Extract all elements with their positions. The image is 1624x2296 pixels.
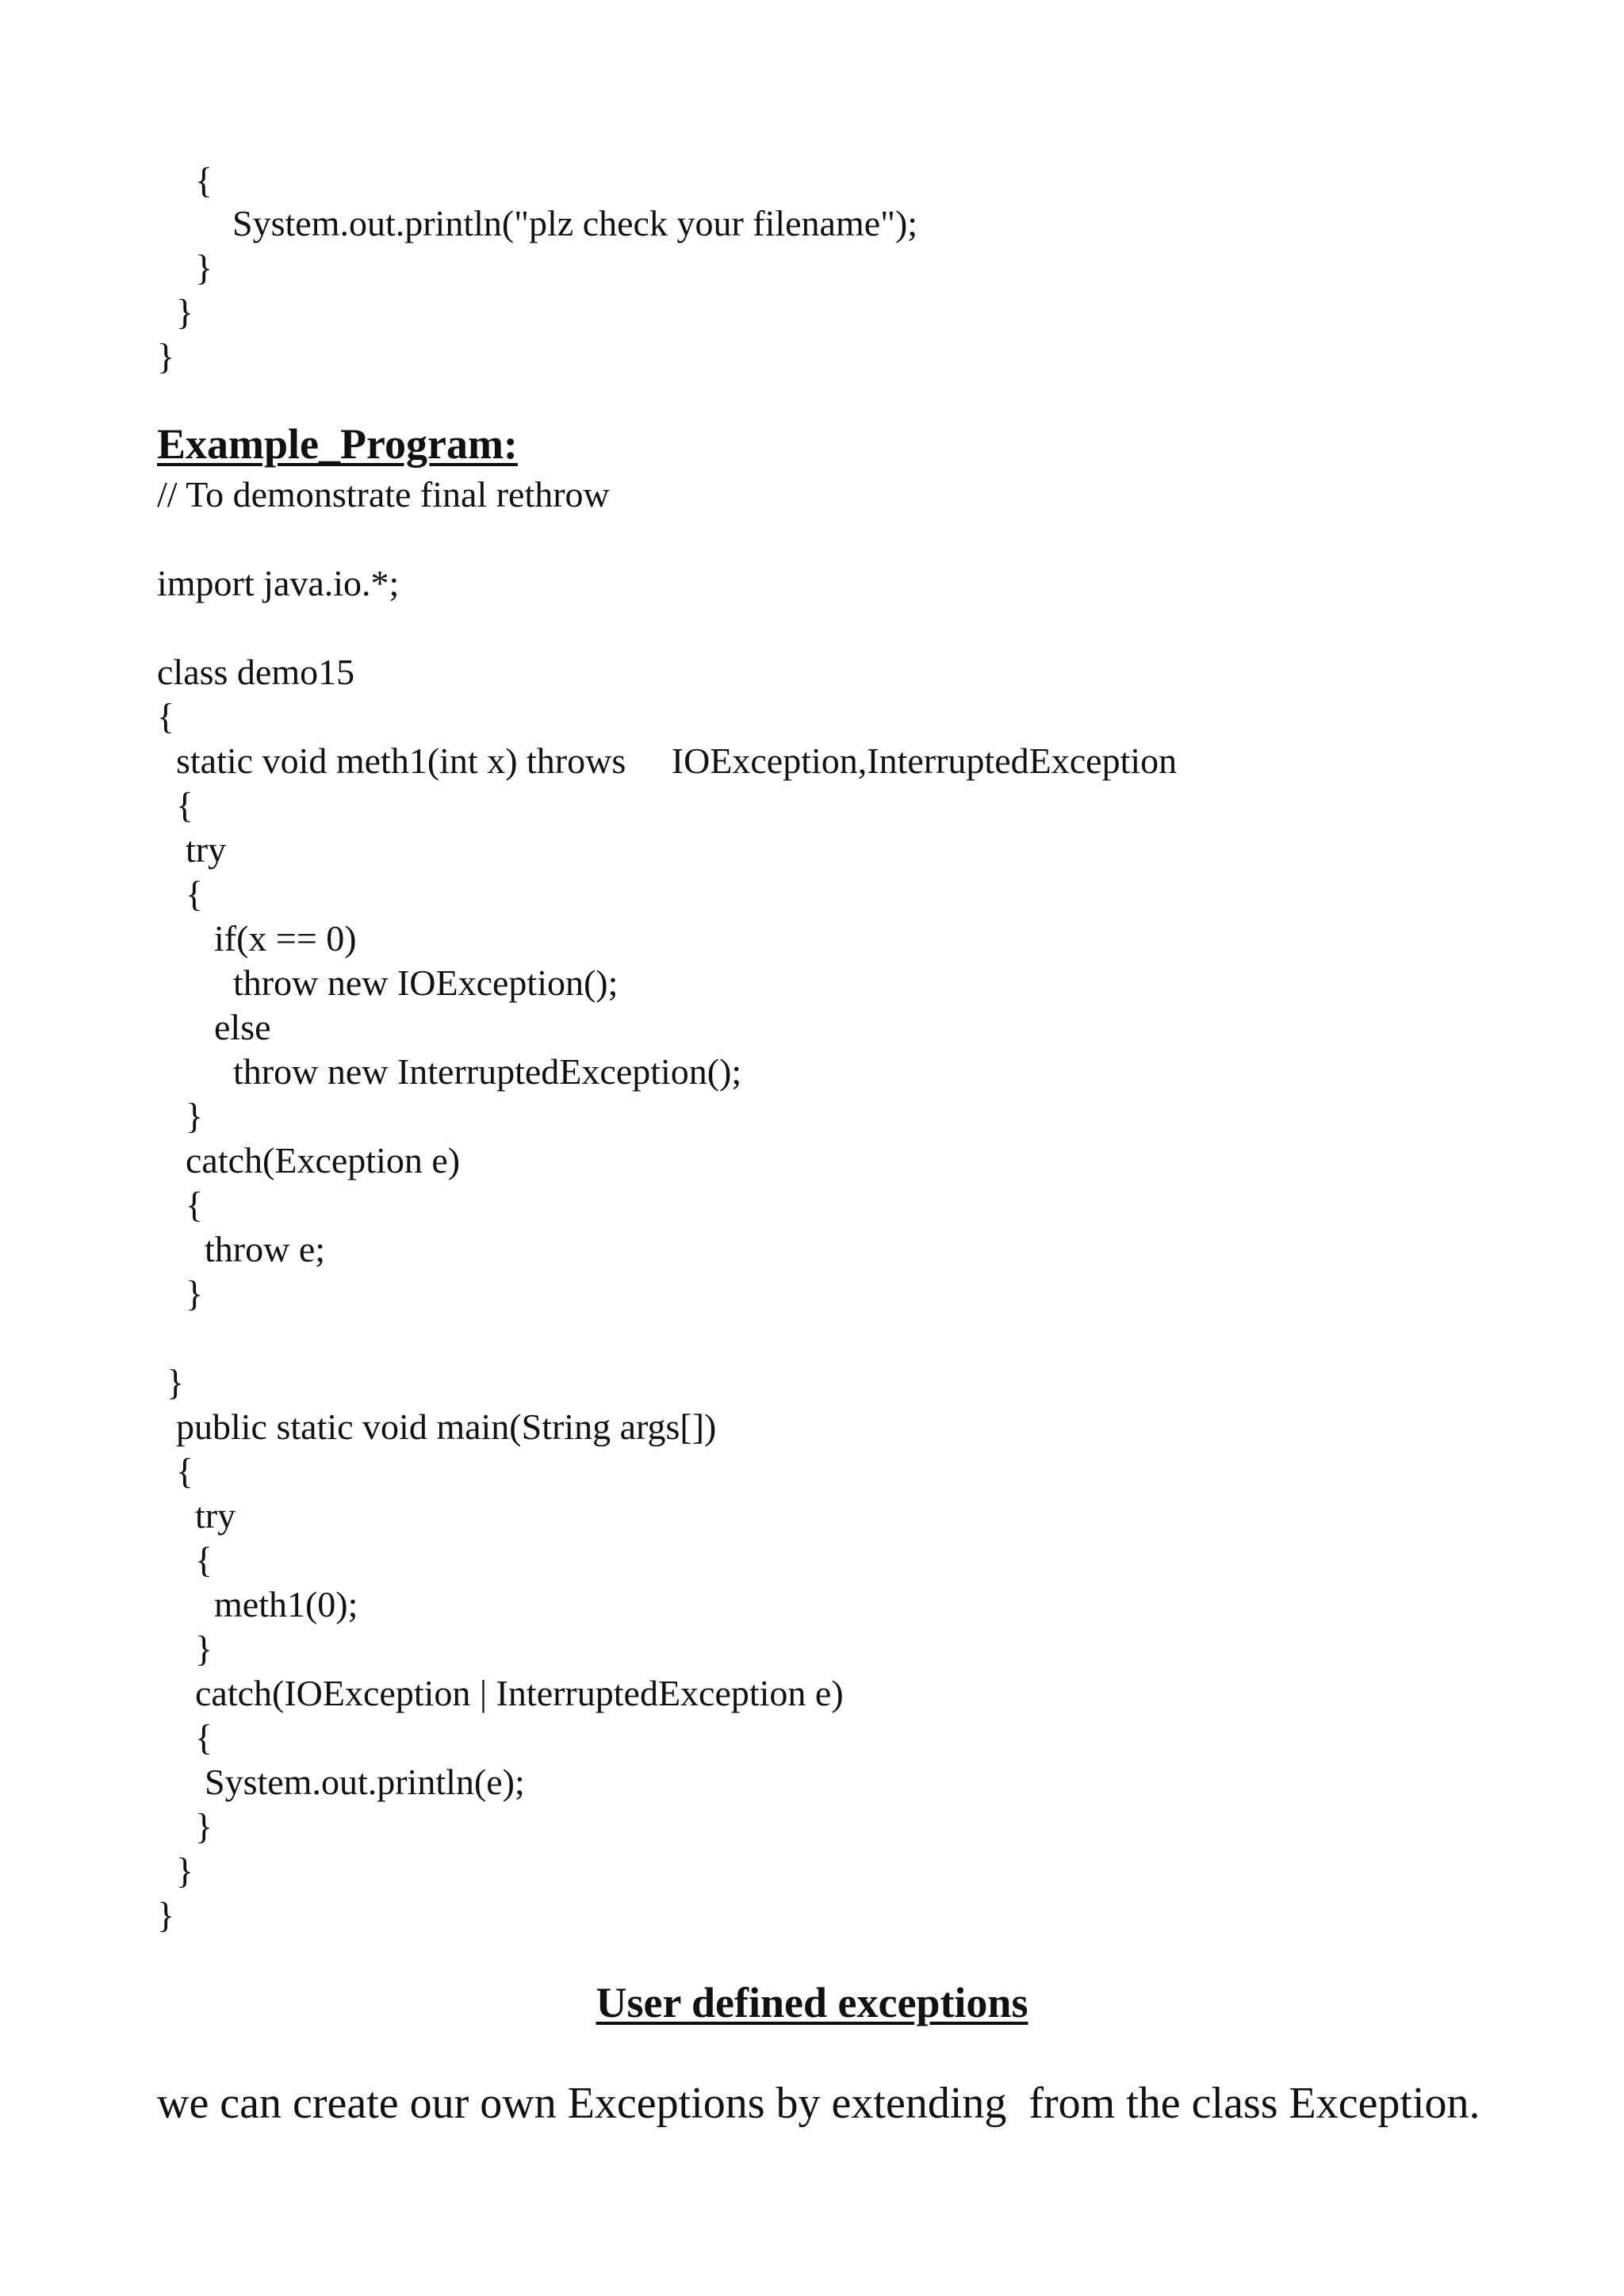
code-line: class demo15 [157, 652, 355, 692]
example-heading: Example_Program: [157, 420, 518, 468]
code-line: throw e; [205, 1229, 326, 1269]
code-line: { [157, 696, 175, 737]
code-line: throw new IOException(); [233, 962, 619, 1003]
code-line: } [195, 1806, 213, 1846]
code-line: } [195, 1628, 213, 1669]
code-line: } [157, 336, 175, 377]
code-line: { [195, 1540, 213, 1580]
section-title: User defined exceptions [596, 1979, 1028, 2026]
code-line: { [186, 1184, 204, 1225]
code-line: } [176, 292, 194, 332]
code-line: } [176, 1850, 194, 1891]
code-line: public static void main(String args[]) [176, 1406, 717, 1447]
code-line: } [195, 247, 213, 288]
code-line: { [186, 874, 204, 914]
code-line: } [186, 1273, 204, 1314]
code-comment: // To demonstrate final rethrow [157, 474, 610, 515]
code-line: meth1(0); [214, 1584, 358, 1624]
code-line: } [167, 1362, 185, 1402]
code-line: try [186, 829, 227, 870]
code-line: System.out.println(e); [205, 1762, 525, 1802]
code-line: catch(Exception e) [186, 1140, 461, 1181]
code-line: import java.io.*; [157, 563, 400, 603]
code-line: { [176, 1451, 194, 1491]
code-line: } [157, 1895, 175, 1935]
code-line: catch(IOException | InterruptedException e) [195, 1673, 844, 1713]
code-line: { [195, 1717, 213, 1758]
code-line: static void meth1(int x) throws IOException,InterruptedException [176, 740, 1178, 781]
code-line: } [186, 1096, 204, 1136]
body-paragraph: we can create our own Exceptions by extending from the class Exception. [157, 2079, 1480, 2128]
code-line: if(x == 0) [214, 918, 357, 959]
code-line: { [176, 785, 194, 825]
code-line: System.out.println("plz check your filename"); [214, 203, 918, 243]
code-line: else [214, 1007, 271, 1047]
code-line: throw new InterruptedException(); [233, 1051, 742, 1092]
code-line: { [195, 160, 213, 201]
code-line: try [195, 1495, 236, 1536]
